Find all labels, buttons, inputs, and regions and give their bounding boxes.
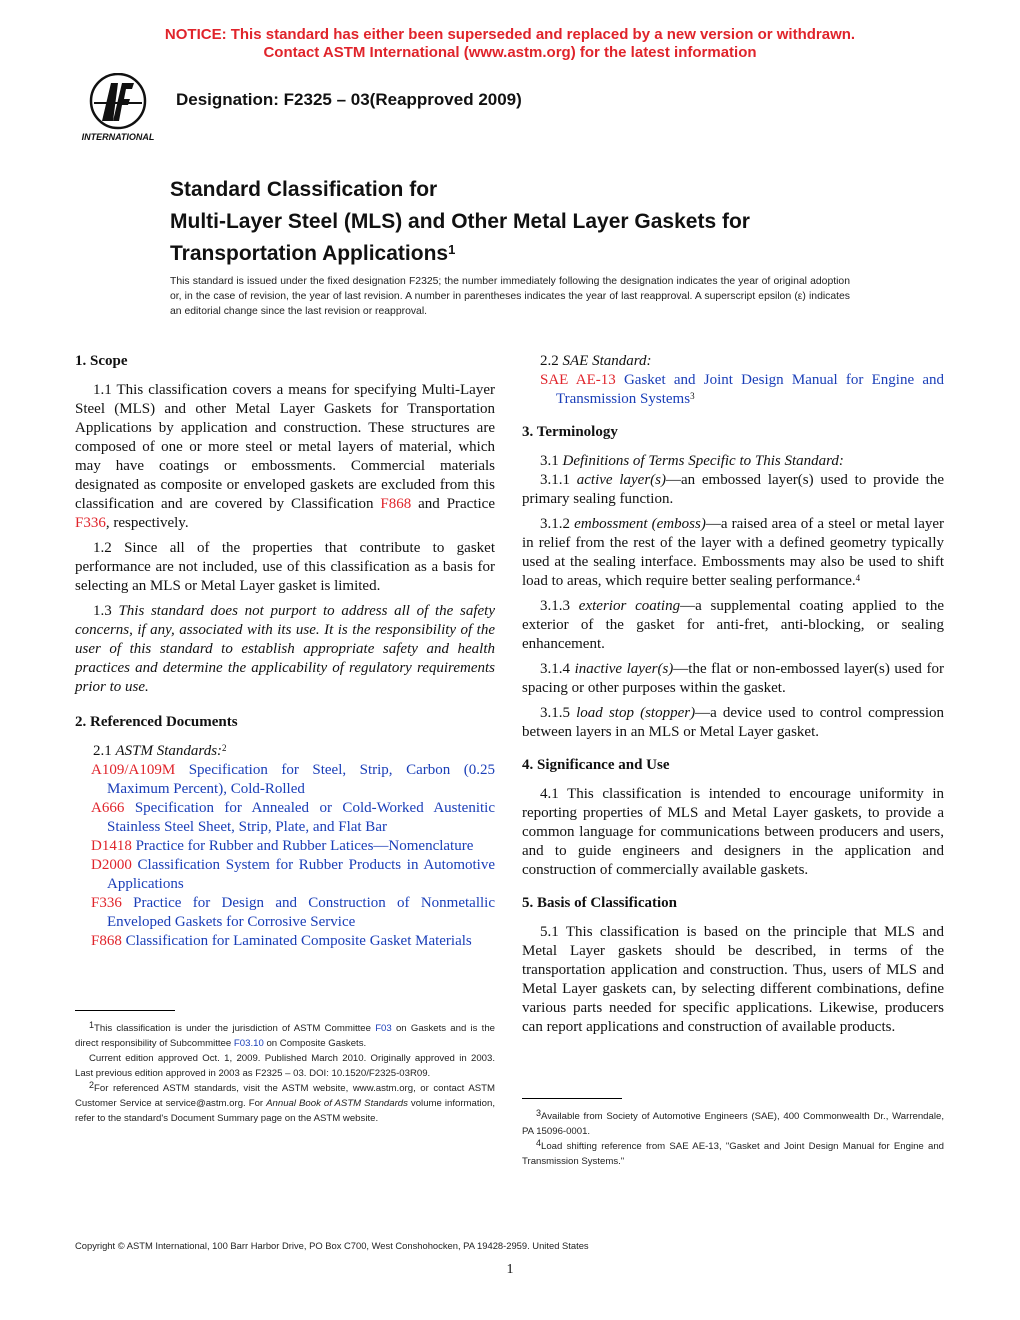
notice-line-2: Contact ASTM International (www.astm.org) for the latest information <box>263 44 757 61</box>
sae-standard-label: 2.2 SAE Standard: <box>540 353 652 369</box>
preamble: This standard is issued under the fixed designation F2325; the number immediately following the designation indicates the year of original adoption or, in the case of revision, the year of last revision. A number in parentheses indicates the year of last reapproval. A superscript epsilon (ε) indicates an editorial change since the last revision or reapproval. <box>170 276 850 317</box>
notice-line-1: NOTICE: This standard has either been superseded and replaced by a new version or withdrawn. <box>164 26 856 43</box>
link-f03[interactable]: F03 <box>375 1023 392 1034</box>
footnote-rule <box>75 1010 175 1011</box>
scope-1-3: 1.3 This standard does not purport to address all of the safety concerns, if any, associated with its use. It is the responsibility of the user of this standard to establish appropriate safety and health practices and determine the applicability of regulatory requirements prior to use. <box>75 603 496 695</box>
left-column <box>75 352 495 951</box>
term-inactive-layer: 3.1.4 inactive layer(s)—the flat or non-embossed layer(s) used for spacing or other purposes within the gasket. <box>522 661 944 696</box>
reference-list <box>75 761 495 951</box>
scope-1-2: 1.2 Since all of the properties that contribute to gasket performance are not included, use of this classification as a basis for selecting an MLS or Metal Layer gasket is limited. <box>75 540 495 594</box>
term-exterior-coating: 3.1.3 exterior coating—a supplemental coating applied to the exterior of the gasket for anti-fret, anti-blocking, or sealing enhancement. <box>522 598 944 652</box>
footnote-2: $^2$For referenced ASTM standards, visit the ASTM website, www.astm.org, or contact ASTM Customer Service at service@astm.org. For Annual Book of ASTM Standards volume information, refer to the standard's Document Summary page on the ASTM website. <box>75 1080 495 1124</box>
reference-item[interactable]: D2000 Classification System for Rubber Products in Automotive Applications <box>91 857 496 892</box>
document-title <box>170 174 950 270</box>
left-footnotes <box>75 1010 495 1126</box>
basis-5-1: 5.1 This classification is based on the principle that MLS and Metal Layer gaskets should be described, in terms of the transportation application and construction. Thus, users of MLS and Metal Layer gaskets can, by selecting different combinations, define various parts needed for specific applications. Likewise, producers can report applications and construction of available products. <box>522 924 944 1035</box>
title-line-1: Standard Classification for <box>170 178 438 201</box>
term-embossment: 3.1.2 embossment (emboss)—a raised area of a steel or metal layer in relief from the rest of the layer with a defined geometry typically used at the sealing interface. Embossments may also be used to shift load to areas, which require better sealing performance.$^4$ <box>522 516 945 589</box>
reference-item[interactable]: F336 Practice for Design and Construction of Nonmetallic Enveloped Gaskets for Corrosive Service <box>91 895 495 930</box>
footnote-rule <box>522 1098 622 1099</box>
footnote-1: $^1$This classification is under the jurisdiction of ASTM Committee F03 on Gaskets and is the direct responsibility of Subcommittee F03.10 on Composite Gaskets. <box>75 1020 495 1049</box>
page-number: 1 <box>506 1262 514 1277</box>
section-heading-terminology: 3. Terminology <box>522 424 618 440</box>
term-active-layer: 3.1.1 active layer(s)—an embossed layer(s) used to provide the primary sealing function. <box>522 472 944 507</box>
reference-item[interactable]: D1418 Practice for Rubber and Rubber Latices—Nomenclature <box>91 838 474 854</box>
copyright-line: Copyright © ASTM International, 100 Barr Harbor Drive, PO Box C700, West Conshohocken, PA 19428-2959. United States <box>75 1240 589 1251</box>
section-heading-scope: 1. Scope <box>75 353 128 369</box>
definitions-label: 3.1 Definitions of Terms Specific to This Standard: <box>540 453 844 469</box>
designation: Designation: F2325 – 03(Reapproved 2009) <box>176 90 522 109</box>
right-column <box>522 352 944 1043</box>
title-footnote-mark: 1 <box>448 242 456 257</box>
link-f868[interactable]: F868 <box>380 496 412 512</box>
link-f336[interactable]: F336 <box>75 515 106 531</box>
withdrawal-notice <box>0 26 1020 62</box>
reference-item[interactable]: F868 Classification for Laminated Composite Gasket Materials <box>91 933 472 949</box>
astm-standards-label: 2.1 ASTM Standards:$^2$ <box>93 743 227 759</box>
significance-4-1: 4.1 This classification is intended to encourage uniformity in reporting properties of MLS and Metal Layer gaskets, to provide a common language for communications between producers and users, and to guide engineers and designers in the application and construction of commercially available gaskets. <box>522 786 944 878</box>
footnote-1-edition: Current edition approved Oct. 1, 2009. Published March 2010. Originally approved in 2003. Last previous edition approved in 2003 as F2325 – 03. DOI: 10.1520/F2325-03R09. <box>75 1053 495 1079</box>
section-heading-referenced: 2. Referenced Documents <box>75 714 238 730</box>
reference-item[interactable]: A666 Specification for Annealed or Cold-Worked Austenitic Stainless Steel Sheet, Strip, Plate, and Flat Bar <box>91 800 496 835</box>
astm-logo-mark <box>72 73 164 143</box>
title-line-3: Transportation Applications <box>170 242 449 265</box>
section-heading-significance: 4. Significance and Use <box>522 757 670 773</box>
section-heading-basis: 5. Basis of Classification <box>522 895 678 911</box>
link-f03-10[interactable]: F03.10 <box>233 1038 264 1049</box>
footnote-4: $^4$Load shifting reference from SAE AE-13, "Gasket and Joint Design Manual for Engine and Transmission Systems." <box>522 1138 944 1167</box>
sae-reference-item[interactable]: SAE AE-13 Gasket and Joint Design Manual for Engine and Transmission Systems$^3$ <box>540 372 945 407</box>
logo-wordmark: INTERNATIONAL <box>81 132 155 142</box>
scope-1-1: 1.1 This classification covers a means for specifying Multi-Layer Steel (MLS) and other Metal Layer Gaskets for Transportation Applications by application and construction. These structures are composed of one or more steel or metal layers of material, which may have coatings or embossments. Commercial materials designated as composite or enveloped gaskets are excluded from this classification and are covered by Classification F868 and Practice F336, respectively. <box>75 382 495 531</box>
reference-item[interactable]: A109/A109M Specification for Steel, Strip, Carbon (0.25 Maximum Percent), Cold-Rolled <box>91 762 496 797</box>
title-line-2: Multi-Layer Steel (MLS) and Other Metal Layer Gaskets for <box>170 210 750 233</box>
term-load-stop: 3.1.5 load stop (stopper)—a device used to control compression between layers in an MLS or Metal Layer gasket. <box>522 705 945 740</box>
footnote-3: $^3$Available from Society of Automotive Engineers (SAE), 400 Commonwealth Dr., Warrendale, PA 15096-0001. <box>522 1108 944 1137</box>
right-footnotes <box>522 1098 944 1169</box>
astm-logo <box>72 73 164 143</box>
